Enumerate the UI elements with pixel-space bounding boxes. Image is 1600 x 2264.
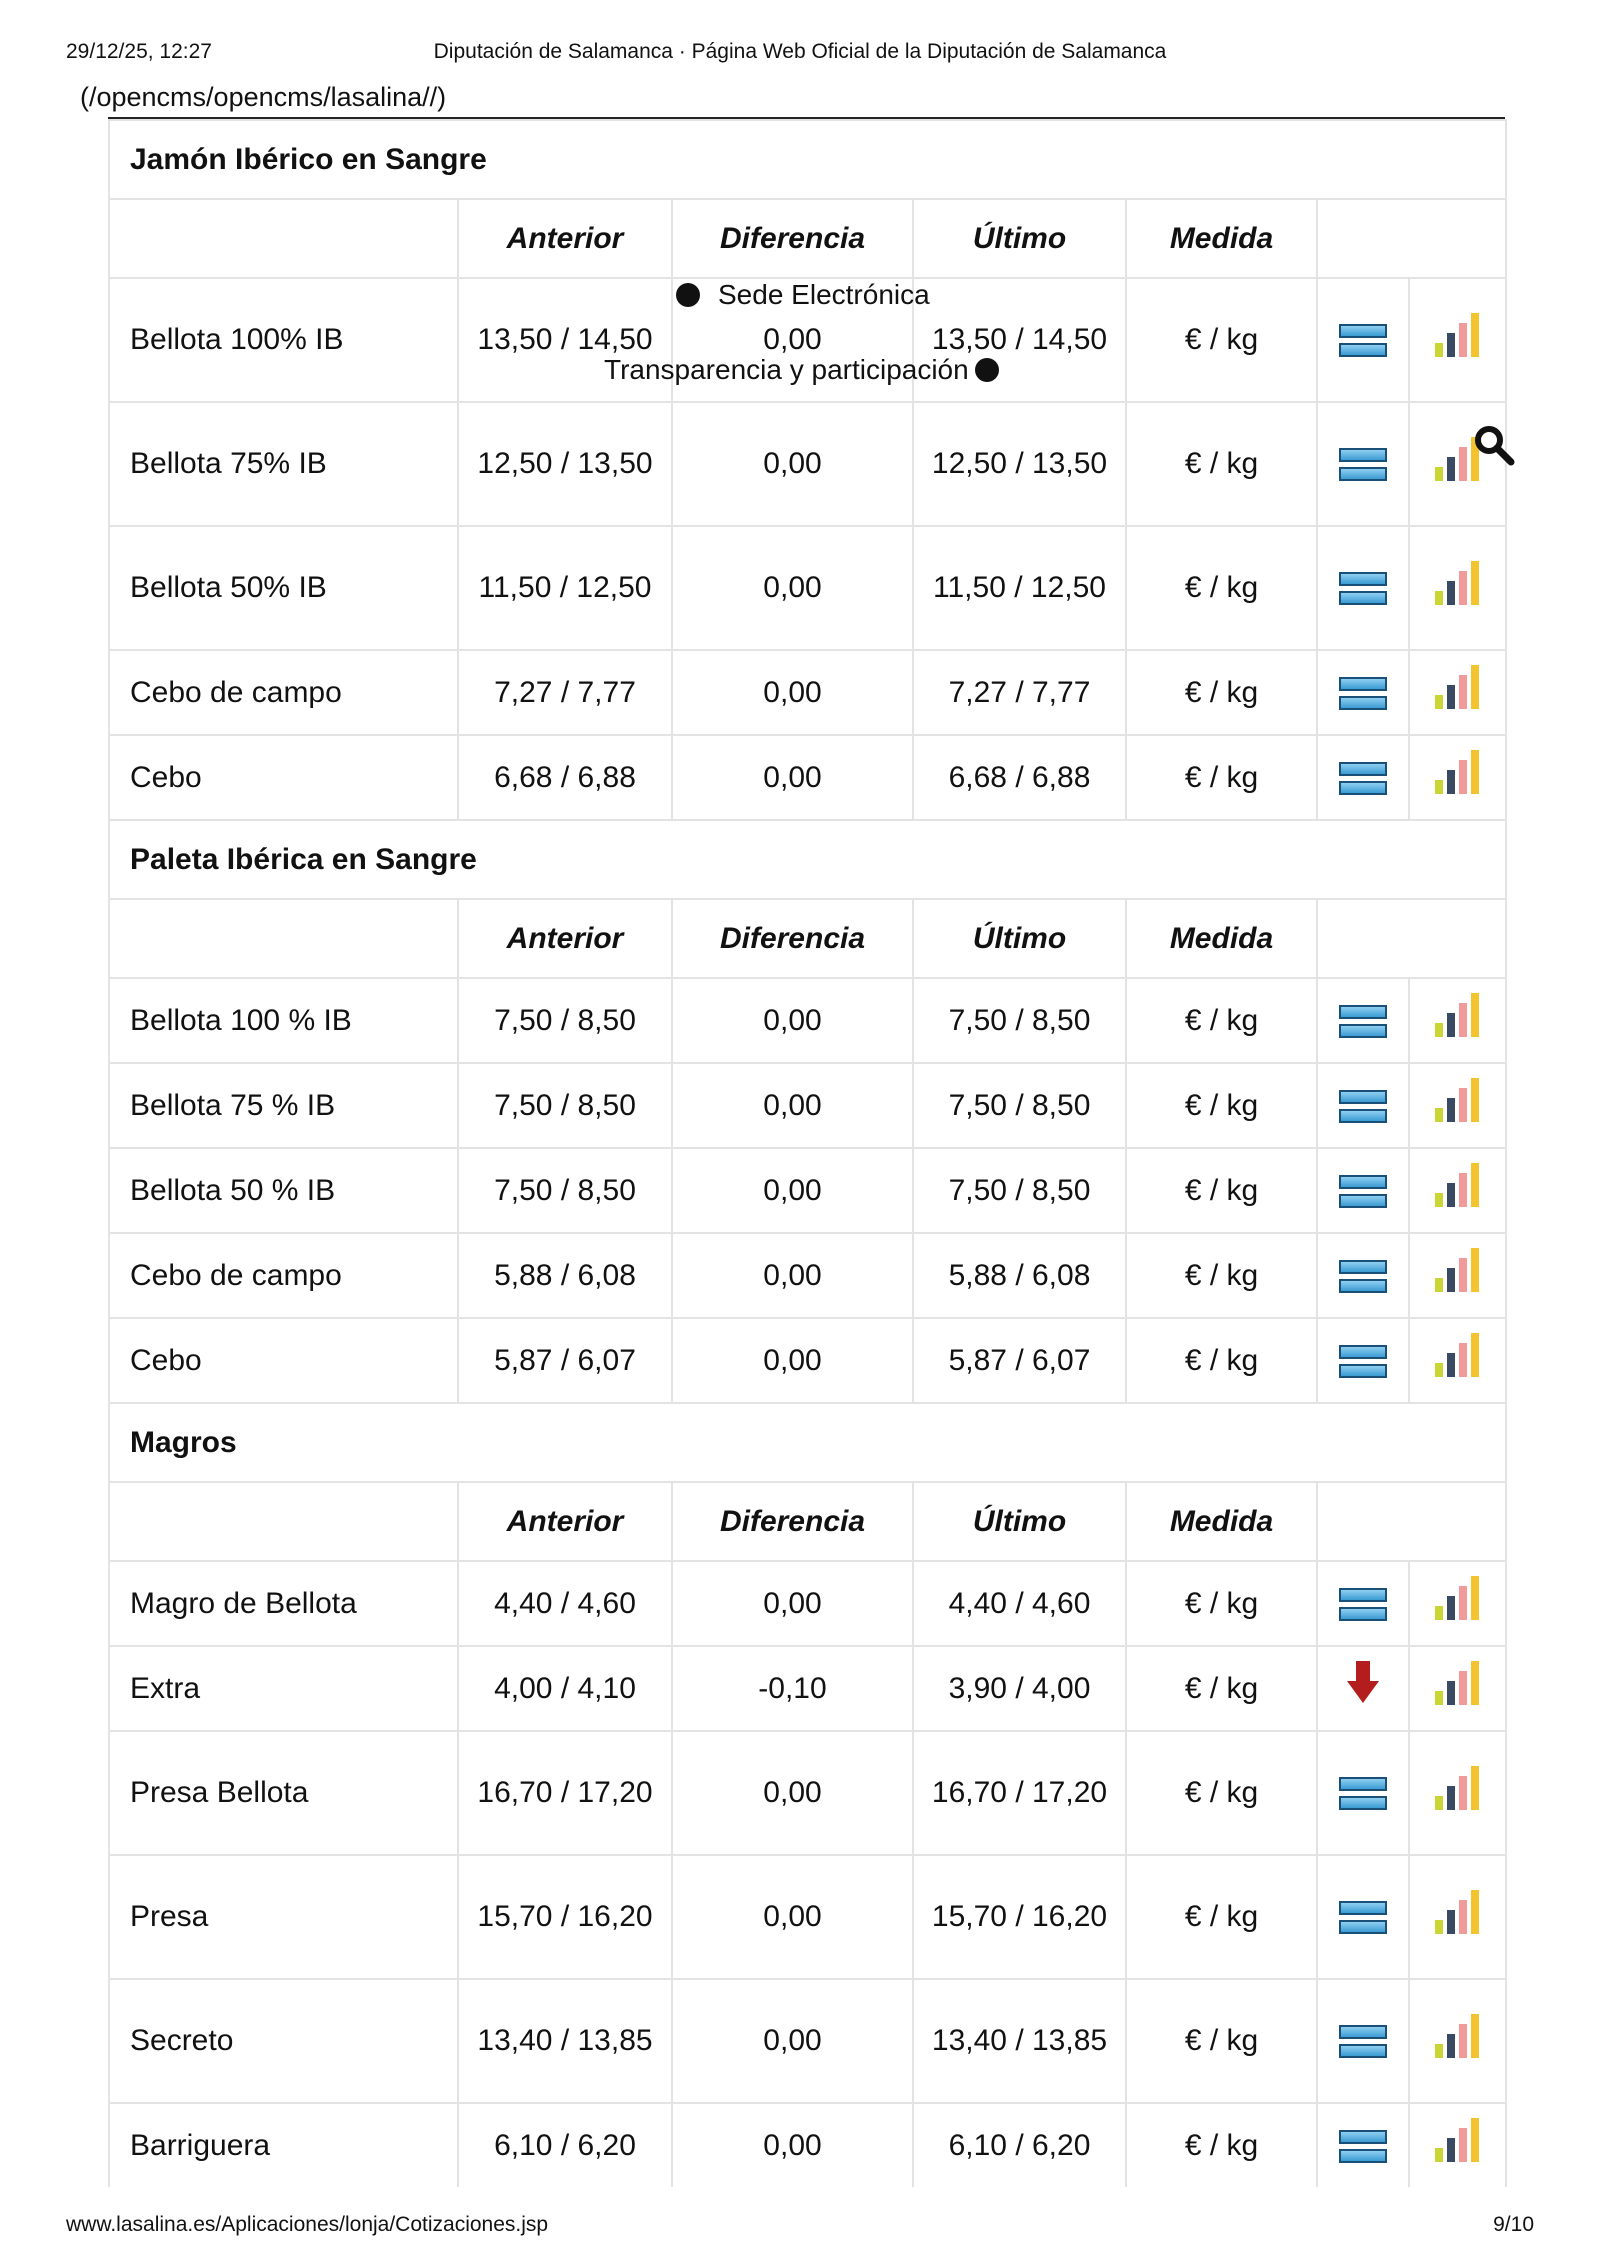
diferencia-value: 0,00 — [672, 735, 913, 820]
column-header-anterior: Anterior — [458, 1482, 672, 1561]
bar-chart-icon[interactable] — [1435, 1246, 1481, 1305]
print-header — [66, 40, 1534, 68]
equal-icon — [1339, 1345, 1387, 1379]
diferencia-value: 0,00 — [672, 1233, 913, 1318]
ultimo-value: 4,40 / 4,60 — [913, 1561, 1126, 1646]
equal-icon — [1339, 1588, 1387, 1622]
table-row — [109, 735, 1506, 820]
ultimo-value: 7,50 / 8,50 — [913, 1148, 1126, 1233]
ultimo-value: 7,50 / 8,50 — [913, 1063, 1126, 1148]
table-row — [109, 1063, 1506, 1148]
product-name: Bellota 100 % IB — [109, 978, 458, 1063]
chart-cell[interactable] — [1409, 1646, 1506, 1731]
anterior-value: 6,68 / 6,88 — [458, 735, 672, 820]
ultimo-value: 7,50 / 8,50 — [913, 978, 1126, 1063]
product-name: Cebo — [109, 735, 458, 820]
group-title-row — [109, 1403, 1506, 1482]
anterior-value: 13,50 / 14,50 — [458, 278, 672, 402]
product-name: Presa — [109, 1855, 458, 1979]
trend-cell — [1317, 278, 1409, 402]
product-name: Cebo de campo — [109, 650, 458, 735]
group-title: Magros — [109, 1403, 1506, 1482]
medida-value: € / kg — [1126, 1979, 1317, 2103]
chart-cell[interactable] — [1409, 278, 1506, 402]
bar-chart-icon[interactable] — [1435, 559, 1481, 618]
medida-value: € / kg — [1126, 278, 1317, 402]
trend-cell — [1317, 978, 1409, 1063]
anterior-value: 6,10 / 6,20 — [458, 2103, 672, 2187]
ultimo-value: 7,27 / 7,77 — [913, 650, 1126, 735]
equal-icon — [1339, 1901, 1387, 1935]
bar-chart-icon[interactable] — [1435, 2116, 1481, 2175]
medida-value: € / kg — [1126, 2103, 1317, 2187]
down-arrow-icon — [1345, 1659, 1381, 1718]
globe-icon — [676, 283, 700, 307]
sede-electronica-label: Sede Electrónica — [718, 279, 930, 310]
diferencia-value: 0,00 — [672, 1979, 913, 2103]
bar-chart-icon[interactable] — [1435, 1888, 1481, 1947]
column-header-blank — [109, 1482, 458, 1561]
product-name: Bellota 75% IB — [109, 402, 458, 526]
product-name: Cebo de campo — [109, 1233, 458, 1318]
medida-value: € / kg — [1126, 526, 1317, 650]
equal-icon — [1339, 762, 1387, 796]
medida-value: € / kg — [1126, 1855, 1317, 1979]
trend-cell — [1317, 1731, 1409, 1855]
diferencia-value: 0,00 — [672, 1561, 913, 1646]
trend-cell — [1317, 1646, 1409, 1731]
anterior-value: 11,50 / 12,50 — [458, 526, 672, 650]
chart-cell[interactable] — [1409, 1855, 1506, 1979]
table-row — [109, 526, 1506, 650]
diferencia-value: 0,00 — [672, 2103, 913, 2187]
product-name: Bellota 75 % IB — [109, 1063, 458, 1148]
equal-icon — [1339, 572, 1387, 606]
home-logo-link[interactable]: (/opencms/opencms/lasalina//) — [80, 82, 447, 112]
equal-icon — [1339, 1175, 1387, 1209]
chart-cell[interactable] — [1409, 735, 1506, 820]
page-number: 9/10 — [1493, 2213, 1534, 2236]
anterior-value: 5,87 / 6,07 — [458, 1318, 672, 1403]
medida-value: € / kg — [1126, 1233, 1317, 1318]
anterior-value: 13,40 / 13,85 — [458, 1979, 672, 2103]
ultimo-value: 16,70 / 17,20 — [913, 1731, 1126, 1855]
column-header-anterior: Anterior — [458, 899, 672, 978]
table-row — [109, 1646, 1506, 1731]
trend-cell — [1317, 1855, 1409, 1979]
equal-icon — [1339, 448, 1387, 482]
anterior-value: 7,50 / 8,50 — [458, 978, 672, 1063]
medida-value: € / kg — [1126, 1731, 1317, 1855]
chart-cell[interactable] — [1409, 1148, 1506, 1233]
product-name: Secreto — [109, 1979, 458, 2103]
ultimo-value: 5,88 / 6,08 — [913, 1233, 1126, 1318]
table-row — [109, 402, 1506, 526]
column-header-medida: Medida — [1126, 1482, 1317, 1561]
medida-value: € / kg — [1126, 402, 1317, 526]
column-header-diferencia: Diferencia — [672, 199, 913, 278]
product-name: Presa Bellota — [109, 1731, 458, 1855]
trend-cell — [1317, 650, 1409, 735]
medida-value: € / kg — [1126, 1646, 1317, 1731]
diferencia-value: 0,00 — [672, 650, 913, 735]
diferencia-value: 0,00 — [672, 526, 913, 650]
anterior-value: 15,70 / 16,20 — [458, 1855, 672, 1979]
column-header-ultimo: Último — [913, 1482, 1126, 1561]
medida-value: € / kg — [1126, 1148, 1317, 1233]
chart-cell[interactable] — [1409, 1063, 1506, 1148]
bar-chart-icon[interactable] — [1435, 311, 1481, 370]
group-title: Jamón Ibérico en Sangre — [109, 120, 1506, 199]
bar-chart-icon[interactable] — [1435, 1764, 1481, 1823]
equal-icon — [1339, 1777, 1387, 1811]
column-header-actions — [1317, 899, 1506, 978]
medida-value: € / kg — [1126, 978, 1317, 1063]
column-header-anterior: Anterior — [458, 199, 672, 278]
column-header-actions — [1317, 1482, 1506, 1561]
group-title-row — [109, 120, 1506, 199]
ultimo-value: 13,40 / 13,85 — [913, 1979, 1126, 2103]
table-row — [109, 1233, 1506, 1318]
equal-icon — [1339, 677, 1387, 711]
bar-chart-icon[interactable] — [1435, 748, 1481, 807]
column-header-ultimo: Último — [913, 899, 1126, 978]
column-header-row — [109, 899, 1506, 978]
diferencia-value: 0,00 — [672, 1063, 913, 1148]
ultimo-value: 6,10 / 6,20 — [913, 2103, 1126, 2187]
trend-cell — [1317, 526, 1409, 650]
bar-chart-icon[interactable] — [1435, 2012, 1481, 2071]
ultimo-value: 5,87 / 6,07 — [913, 1318, 1126, 1403]
half-circle-icon — [975, 358, 999, 382]
bar-chart-icon[interactable] — [1435, 1574, 1481, 1633]
diferencia-value: 0,00 — [672, 978, 913, 1063]
medida-value: € / kg — [1126, 1063, 1317, 1148]
diferencia-value: 0,00 — [672, 1318, 913, 1403]
trend-cell — [1317, 735, 1409, 820]
equal-icon — [1339, 2025, 1387, 2059]
group-title-row — [109, 820, 1506, 899]
anterior-value: 7,50 / 8,50 — [458, 1148, 672, 1233]
product-name: Extra — [109, 1646, 458, 1731]
column-header-medida: Medida — [1126, 899, 1317, 978]
search-icon — [1473, 424, 1515, 466]
equal-icon — [1339, 324, 1387, 358]
diferencia-value: 0,00 — [672, 1148, 913, 1233]
bar-chart-icon[interactable] — [1435, 991, 1481, 1050]
column-header-diferencia: Diferencia — [672, 1482, 913, 1561]
column-header-blank — [109, 199, 458, 278]
medida-value: € / kg — [1126, 1561, 1317, 1646]
ultimo-value: 15,70 / 16,20 — [913, 1855, 1126, 1979]
diferencia-value: 0,00 — [672, 402, 913, 526]
product-name: Cebo — [109, 1318, 458, 1403]
column-header-row — [109, 199, 1506, 278]
chart-cell[interactable] — [1409, 1979, 1506, 2103]
bar-chart-icon[interactable] — [1435, 1161, 1481, 1220]
table-row — [109, 1855, 1506, 1979]
anterior-value: 12,50 / 13,50 — [458, 402, 672, 526]
print-page-title: Diputación de Salamanca · Página Web Oficial de la Diputación de Salamanca — [433, 40, 1167, 63]
trend-cell — [1317, 1233, 1409, 1318]
print-footer — [66, 2213, 1534, 2241]
column-header-blank — [109, 899, 458, 978]
chart-cell[interactable] — [1409, 1233, 1506, 1318]
ultimo-value: 3,90 / 4,00 — [913, 1646, 1126, 1731]
diferencia-value: -0,10 — [672, 1646, 913, 1731]
table-row — [109, 978, 1506, 1063]
chart-cell[interactable] — [1409, 1561, 1506, 1646]
product-name: Bellota 50 % IB — [109, 1148, 458, 1233]
sede-electronica-link[interactable] — [676, 279, 930, 311]
diferencia-value: 0,00 — [672, 1855, 913, 1979]
chart-cell[interactable] — [1409, 978, 1506, 1063]
anterior-value: 16,70 / 17,20 — [458, 1731, 672, 1855]
trend-cell — [1317, 1148, 1409, 1233]
transparencia-label: Transparencia y participación — [604, 354, 969, 385]
search-button[interactable] — [1473, 424, 1515, 471]
column-header-actions — [1317, 199, 1506, 278]
trend-cell — [1317, 2103, 1409, 2187]
column-header-diferencia: Diferencia — [672, 899, 913, 978]
anterior-value: 7,27 / 7,77 — [458, 650, 672, 735]
transparencia-link[interactable] — [604, 354, 999, 386]
equal-icon — [1339, 2130, 1387, 2164]
ultimo-value: 13,50 / 14,50 — [913, 278, 1126, 402]
chart-cell[interactable] — [1409, 1318, 1506, 1403]
table-row — [109, 2103, 1506, 2187]
ultimo-value: 11,50 / 12,50 — [913, 526, 1126, 650]
ultimo-value: 12,50 / 13,50 — [913, 402, 1126, 526]
anterior-value: 4,00 / 4,10 — [458, 1646, 672, 1731]
trend-cell — [1317, 1063, 1409, 1148]
bar-chart-icon[interactable] — [1435, 663, 1481, 722]
diferencia-value: 0,00 — [672, 278, 913, 402]
bar-chart-icon[interactable] — [1435, 1331, 1481, 1390]
diferencia-value: 0,00 — [672, 1731, 913, 1855]
equal-icon — [1339, 1005, 1387, 1039]
chart-cell[interactable] — [1409, 526, 1506, 650]
trend-cell — [1317, 402, 1409, 526]
trend-cell — [1317, 1318, 1409, 1403]
medida-value: € / kg — [1126, 650, 1317, 735]
trend-cell — [1317, 1561, 1409, 1646]
equal-icon — [1339, 1090, 1387, 1124]
chart-cell[interactable] — [1409, 650, 1506, 735]
product-name: Bellota 100% IB — [109, 278, 458, 402]
table-row — [109, 1318, 1506, 1403]
product-name: Bellota 50% IB — [109, 526, 458, 650]
chart-cell[interactable] — [1409, 2103, 1506, 2187]
print-datetime: 29/12/25, 12:27 — [66, 40, 212, 63]
ultimo-value: 6,68 / 6,88 — [913, 735, 1126, 820]
trend-cell — [1317, 1979, 1409, 2103]
table-row — [109, 1979, 1506, 2103]
column-header-ultimo: Último — [913, 199, 1126, 278]
table-row — [109, 1731, 1506, 1855]
anterior-value: 4,40 / 4,60 — [458, 1561, 672, 1646]
group-title: Paleta Ibérica en Sangre — [109, 820, 1506, 899]
equal-icon — [1339, 1260, 1387, 1294]
table-row — [109, 1148, 1506, 1233]
price-table — [108, 119, 1507, 2187]
table-row — [109, 650, 1506, 735]
product-name: Barriguera — [109, 2103, 458, 2187]
column-header-medida: Medida — [1126, 199, 1317, 278]
bar-chart-icon[interactable] — [1435, 1076, 1481, 1135]
medida-value: € / kg — [1126, 1318, 1317, 1403]
column-header-row — [109, 1482, 1506, 1561]
anterior-value: 5,88 / 6,08 — [458, 1233, 672, 1318]
chart-cell[interactable] — [1409, 1731, 1506, 1855]
table-row — [109, 1561, 1506, 1646]
anterior-value: 7,50 / 8,50 — [458, 1063, 672, 1148]
bar-chart-icon[interactable] — [1435, 1659, 1481, 1718]
print-url: www.lasalina.es/Aplicaciones/lonja/Cotizaciones.jsp — [66, 2213, 549, 2236]
medida-value: € / kg — [1126, 735, 1317, 820]
price-table-body — [109, 120, 1506, 2187]
product-name: Magro de Bellota — [109, 1561, 458, 1646]
